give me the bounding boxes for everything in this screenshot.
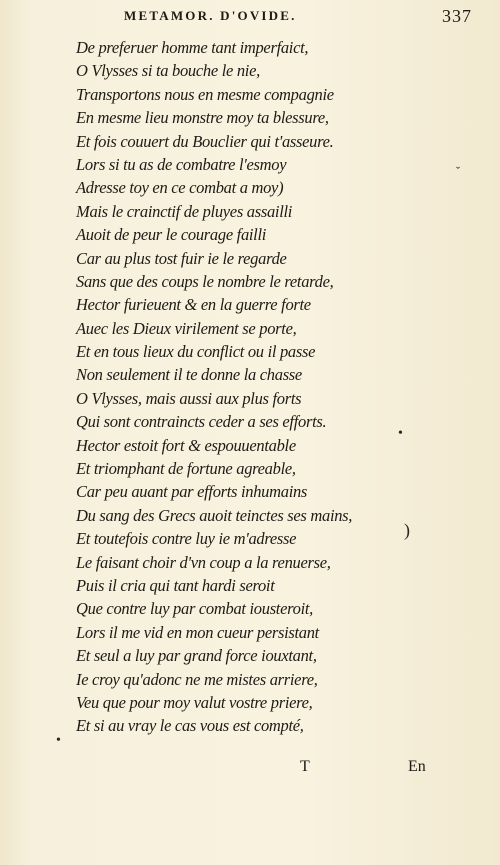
verse-line: Hector estoit fort & espouuentable [76, 435, 296, 455]
verse-line: Car au plus tost fuir ie le regarde [76, 248, 287, 268]
running-title: METAMOR. D'OVIDE. [124, 8, 297, 23]
margin-mark: ) [404, 520, 410, 540]
verse-line: De preferuer homme tant imperfaict, [76, 38, 309, 57]
verse-line: Et seul a luy par grand force iouxtant, [76, 646, 317, 666]
verse-line: Transportons nous en mesme compagnie [76, 84, 334, 104]
verse-line: Auoit de peur le courage failli [76, 225, 267, 245]
verse-line: Adresse toy en ce combat a moy) [76, 178, 284, 198]
verse-line: Du sang des Grecs auoit teinctes ses mains, [76, 505, 353, 525]
margin-mark: ˇ [456, 164, 460, 178]
verse-line: Veu que pour moy valut vostre priere, [76, 692, 313, 712]
verse-line: O Vlysses, mais aussi aux plus forts [76, 388, 302, 408]
catchword: En [408, 758, 426, 775]
verse-line: En mesme lieu monstre moy ta blessure, [76, 108, 329, 128]
verse-line: Lors il me vid en mon cueur persistant [76, 622, 319, 642]
page-header [124, 6, 472, 28]
verse-line: Que contre luy par combat iousteroit, [76, 599, 313, 619]
verse-line: Et en tous lieux du conflict ou il passe [76, 342, 316, 362]
verse-line: Hector furieuent & en la guerre forte [76, 295, 311, 315]
verse-line: Qui sont contraincts ceder a ses efforts. [76, 412, 327, 432]
margin-mark: • [56, 733, 61, 748]
verse-line: Et toutefois contre luy ie m'adresse [76, 529, 297, 549]
verse-line: Non seulement il te donne la chasse [76, 365, 302, 385]
verse-line: Le faisant choir d'vn coup a la renuerse, [76, 552, 331, 572]
verse-line: Et triomphant de fortune agreable, [76, 459, 296, 479]
verse-line: Mais le crainctif de pluyes assailli [76, 201, 293, 221]
verse-line: Sans que des coups le nombre le retarde, [76, 271, 334, 291]
verse-line: Auec les Dieux virilement se porte, [76, 318, 297, 338]
margin-mark: • [398, 426, 403, 441]
verse-line: O Vlysses si ta bouche le nie, [76, 61, 260, 81]
page-number: 337 [442, 6, 472, 26]
verse-line: Et fois couuert du Bouclier qui t'asseure. [76, 131, 334, 151]
verse-line: Car peu auant par efforts inhumains [76, 482, 308, 502]
verse-list [76, 36, 406, 738]
verse-line: Ie croy qu'adonc ne me mistes arriere, [76, 669, 318, 689]
verse-line: Et si au vray le cas vous est compté, [76, 716, 304, 736]
verse-line: Puis il cria qui tant hardi seroit [76, 575, 275, 595]
signature-mark: T [300, 758, 310, 775]
verse-line: Lors si tu as de combatre l'esmoy [76, 154, 287, 174]
